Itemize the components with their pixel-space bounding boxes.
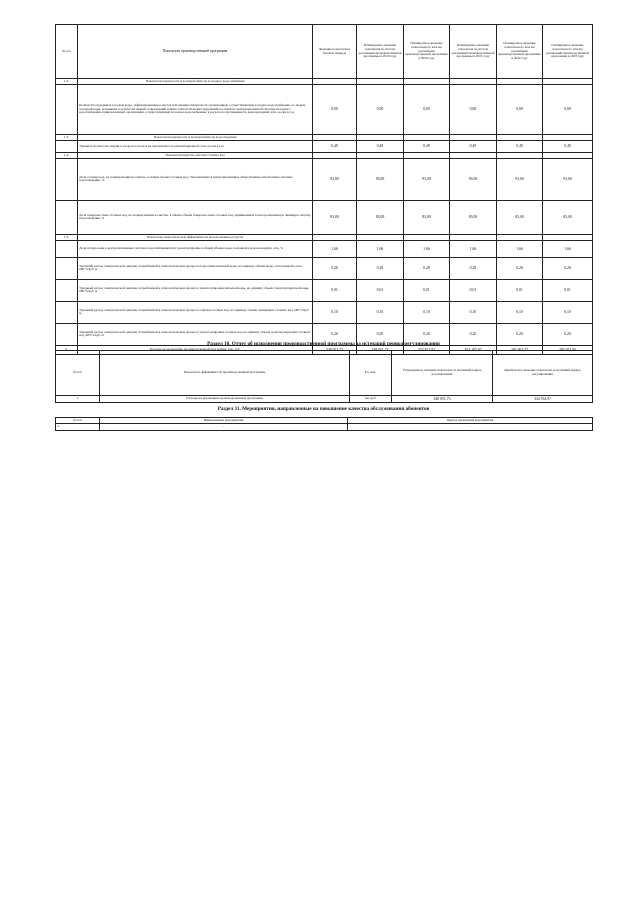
header-2021: Планируемое значение показателя по итогам реализации производственной программы в 2021 году <box>450 25 497 79</box>
table-row <box>56 424 593 431</box>
report-actual: 334 554,97 <box>493 396 593 403</box>
row-value: 0,28 <box>357 257 404 279</box>
row-value: 0,01 <box>357 279 404 301</box>
row-value: 0,20 <box>450 323 497 345</box>
row-label: Удельное количество аварий и засоров в расчете на протяженность канализационной сети, ед./км в год <box>78 140 313 152</box>
row-value: 93,00 <box>357 158 404 200</box>
table-row <box>56 200 593 234</box>
row-value: 93,00 <box>450 158 497 200</box>
row-value: 0,00 <box>497 84 543 134</box>
header-2019: Планируемое значение показателя по итогам реализации производственной программы в 2019 году <box>357 25 404 79</box>
production-program-table <box>55 24 593 355</box>
total-value: 348 051,73 <box>357 345 404 354</box>
row-value: 0,20 <box>313 323 357 345</box>
row-value: 93,00 <box>404 158 450 200</box>
row-value: 83,00 <box>313 200 357 234</box>
row-value: 0,28 <box>497 257 543 279</box>
row-value: 0,00 <box>450 84 497 134</box>
row-value: 0,20 <box>357 323 404 345</box>
row-value: 1,66 <box>543 240 593 257</box>
table-row <box>56 257 593 279</box>
section-title: Показатели надежности и бесперебойности водоотведения <box>78 134 313 140</box>
row-value: 1,66 <box>357 240 404 257</box>
report-num: 1. <box>56 396 100 403</box>
row-value: 1,66 <box>450 240 497 257</box>
row-value: 0,01 <box>497 279 543 301</box>
row-value: 0,49 <box>357 140 404 152</box>
row-value: 0,49 <box>313 140 357 152</box>
section-title: Показатели качества очистки сточных вод <box>78 152 313 158</box>
row-value: 0,49 <box>404 140 450 152</box>
row-value: 93,00 <box>313 158 357 200</box>
table-row <box>56 140 593 152</box>
row-value: 0,01 <box>450 279 497 301</box>
report-unit: тыс.руб. <box>350 396 392 403</box>
row-value: 0,20 <box>497 323 543 345</box>
measures-num: 1. <box>56 424 100 431</box>
row-value: 93,00 <box>497 158 543 200</box>
row-label: Удельный расход электрической энергии, потребляемой в технологическом процессе транспортировки сточных вод, на единицу объема транспортируемых сточных вод, кВт*ч/куб. м <box>78 323 313 345</box>
report-header-unit: Ед. изм. <box>350 351 392 396</box>
section-num: 1.3. <box>56 134 78 140</box>
section-num: 1.4. <box>56 152 78 158</box>
header-2020: Планируемое значение показателя по итогам реализации производственной программы в 2020 году <box>404 25 450 79</box>
row-value: 0,01 <box>404 279 450 301</box>
row-value: 0,00 <box>313 84 357 134</box>
row-value: 0,20 <box>543 323 593 345</box>
report-header-approved: Утвержденное значение показателя за истекший период регулирования <box>392 351 493 396</box>
report-table <box>55 350 593 403</box>
total-value: 353 821,93 <box>404 345 450 354</box>
header-2022: Планируемое значение показателя по итогам реализации производственной программы в 2022 году <box>497 25 543 79</box>
row-value: 83,00 <box>543 200 593 234</box>
table-row <box>56 158 593 200</box>
measures-header-period: Период проведения мероприятия <box>348 418 593 424</box>
total-value: 404 187,87 <box>450 345 497 354</box>
row-value: 93,00 <box>543 158 593 200</box>
measures-header-num: № п/п <box>56 418 100 424</box>
total-value: 391 962,47 <box>497 345 543 354</box>
row-value: 0,00 <box>404 84 450 134</box>
header-base: Значение показателя в базовом периоде <box>313 25 357 79</box>
row-value: 0,00 <box>543 84 593 134</box>
row-value: 0,49 <box>543 140 593 152</box>
report-header-actual: Фактическое значение показателя за истекший период регулирования <box>493 351 593 396</box>
section-num: 1.5. <box>56 234 78 240</box>
row-value: 0,28 <box>543 257 593 279</box>
row-value: 1,66 <box>313 240 357 257</box>
row-value: 0,20 <box>404 323 450 345</box>
row-value: 83,00 <box>450 200 497 234</box>
row-value: 1,66 <box>497 240 543 257</box>
measures-header-name: Наименование мероприятия <box>100 418 348 424</box>
report-name: Расходы на реализацию производственной программы <box>100 396 350 403</box>
table-row <box>56 84 593 134</box>
section-title: Показатели энергетической эффективности использования ресурсов <box>78 234 313 240</box>
table-row <box>56 396 593 403</box>
report-header-name: Показатели эффективности производственной программы <box>100 351 350 396</box>
section-num: 1.2. <box>56 79 78 85</box>
table-row <box>56 240 593 257</box>
row-value: 0,10 <box>357 301 404 323</box>
row-value: 0,28 <box>404 257 450 279</box>
table-row <box>56 279 593 301</box>
total-num: 2. <box>56 345 78 354</box>
row-value: 0,10 <box>404 301 450 323</box>
row-value: 0,49 <box>497 140 543 152</box>
header-name: Показатели производственной программы <box>78 25 313 79</box>
row-value: 0,01 <box>543 279 593 301</box>
row-value: 0,01 <box>313 279 357 301</box>
row-value: 0,10 <box>450 301 497 323</box>
measures-table <box>55 417 593 431</box>
report-header-num: № п/п <box>56 351 100 396</box>
section-11-title: Раздел 11. Мероприятия, направленные на повышение качества обслуживания абонентов <box>217 406 430 412</box>
row-label: Доля поверхностных сточных вод, не подвергающихся очистке, в общем объеме поверхностных сточных вод, принимаемых в централизованную ливневую систему водоотведения, % <box>78 200 313 234</box>
row-label: Доля потерь воды в централизованных системах водоснабжения при транспортировке в общем объеме воды, поданной в водопроводную сеть, % <box>78 240 313 257</box>
header-num: № п/п <box>56 25 78 79</box>
row-value: 83,00 <box>404 200 450 234</box>
row-value: 0,00 <box>357 84 404 134</box>
report-header-row <box>56 351 593 396</box>
section-10-title: Раздел 10. Отчет об исполнении производственной программы за истекший период регулирования <box>207 341 440 347</box>
row-label: Удельный расход электрической энергии, потребляемой в технологическом процессе транспортировки питьевой воды, на единицу объема транспортируемой воды, кВт*ч/куб. м <box>78 279 313 301</box>
measures-name: - <box>100 424 348 431</box>
total-value: 395 074,90 <box>543 345 593 354</box>
header-2023: Планируемое значение показателя по итогам реализации производственной программы в 2023 году <box>543 25 593 79</box>
total-label: Расходы на реализацию производственной программы, тыс. руб. <box>78 345 313 354</box>
row-label: Количество перерывов в подаче воды, зафиксированных в местах исполнения обязательств организацией, осуществляющей холодное водоснабжение, по подаче холодной воды, возникших в результате аварий, повреждений и иных технологических нарушений на объектах централизованной системы холодного водоснабжения, принадлежащих организации, осуществляющей холодное водоснабжение, в расчете на протяженность водопроводной сети, ед./км в год <box>78 84 313 134</box>
row-value: 0,28 <box>313 257 357 279</box>
section-title: Показатели надежности и бесперебойности холодного водоснабжения <box>78 79 313 85</box>
row-value: 0,10 <box>313 301 357 323</box>
row-label: Доля сточных вод, не подвергающихся очистке, в общем объеме сточных вод, сбрасываемых в централизованные общесплавные или бытовые системы водоотведения, % <box>78 158 313 200</box>
row-label: Удельный расход электрической энергии, потребляемой в технологическом процессе очистки сточных вод, на единицу объема очищаемых сточных вод, кВт*ч/куб. м <box>78 301 313 323</box>
table-row <box>56 301 593 323</box>
report-approved: 348 051,73 <box>392 396 493 403</box>
table-header-row <box>56 25 593 79</box>
total-value: 348 051,73 <box>313 345 357 354</box>
row-label: Удельный расход электрической энергии, потребляемой в технологическом процессе подготовки питьевой воды, на единицу объема воды, отпускаемой в сеть, кВт*ч/куб. м <box>78 257 313 279</box>
row-value: 0,10 <box>497 301 543 323</box>
row-value: 0,28 <box>450 257 497 279</box>
measures-period: - <box>348 424 593 431</box>
row-value: 1,66 <box>404 240 450 257</box>
row-value: 83,00 <box>357 200 404 234</box>
row-value: 0,10 <box>543 301 593 323</box>
row-value: 0,49 <box>450 140 497 152</box>
row-value: 83,00 <box>497 200 543 234</box>
